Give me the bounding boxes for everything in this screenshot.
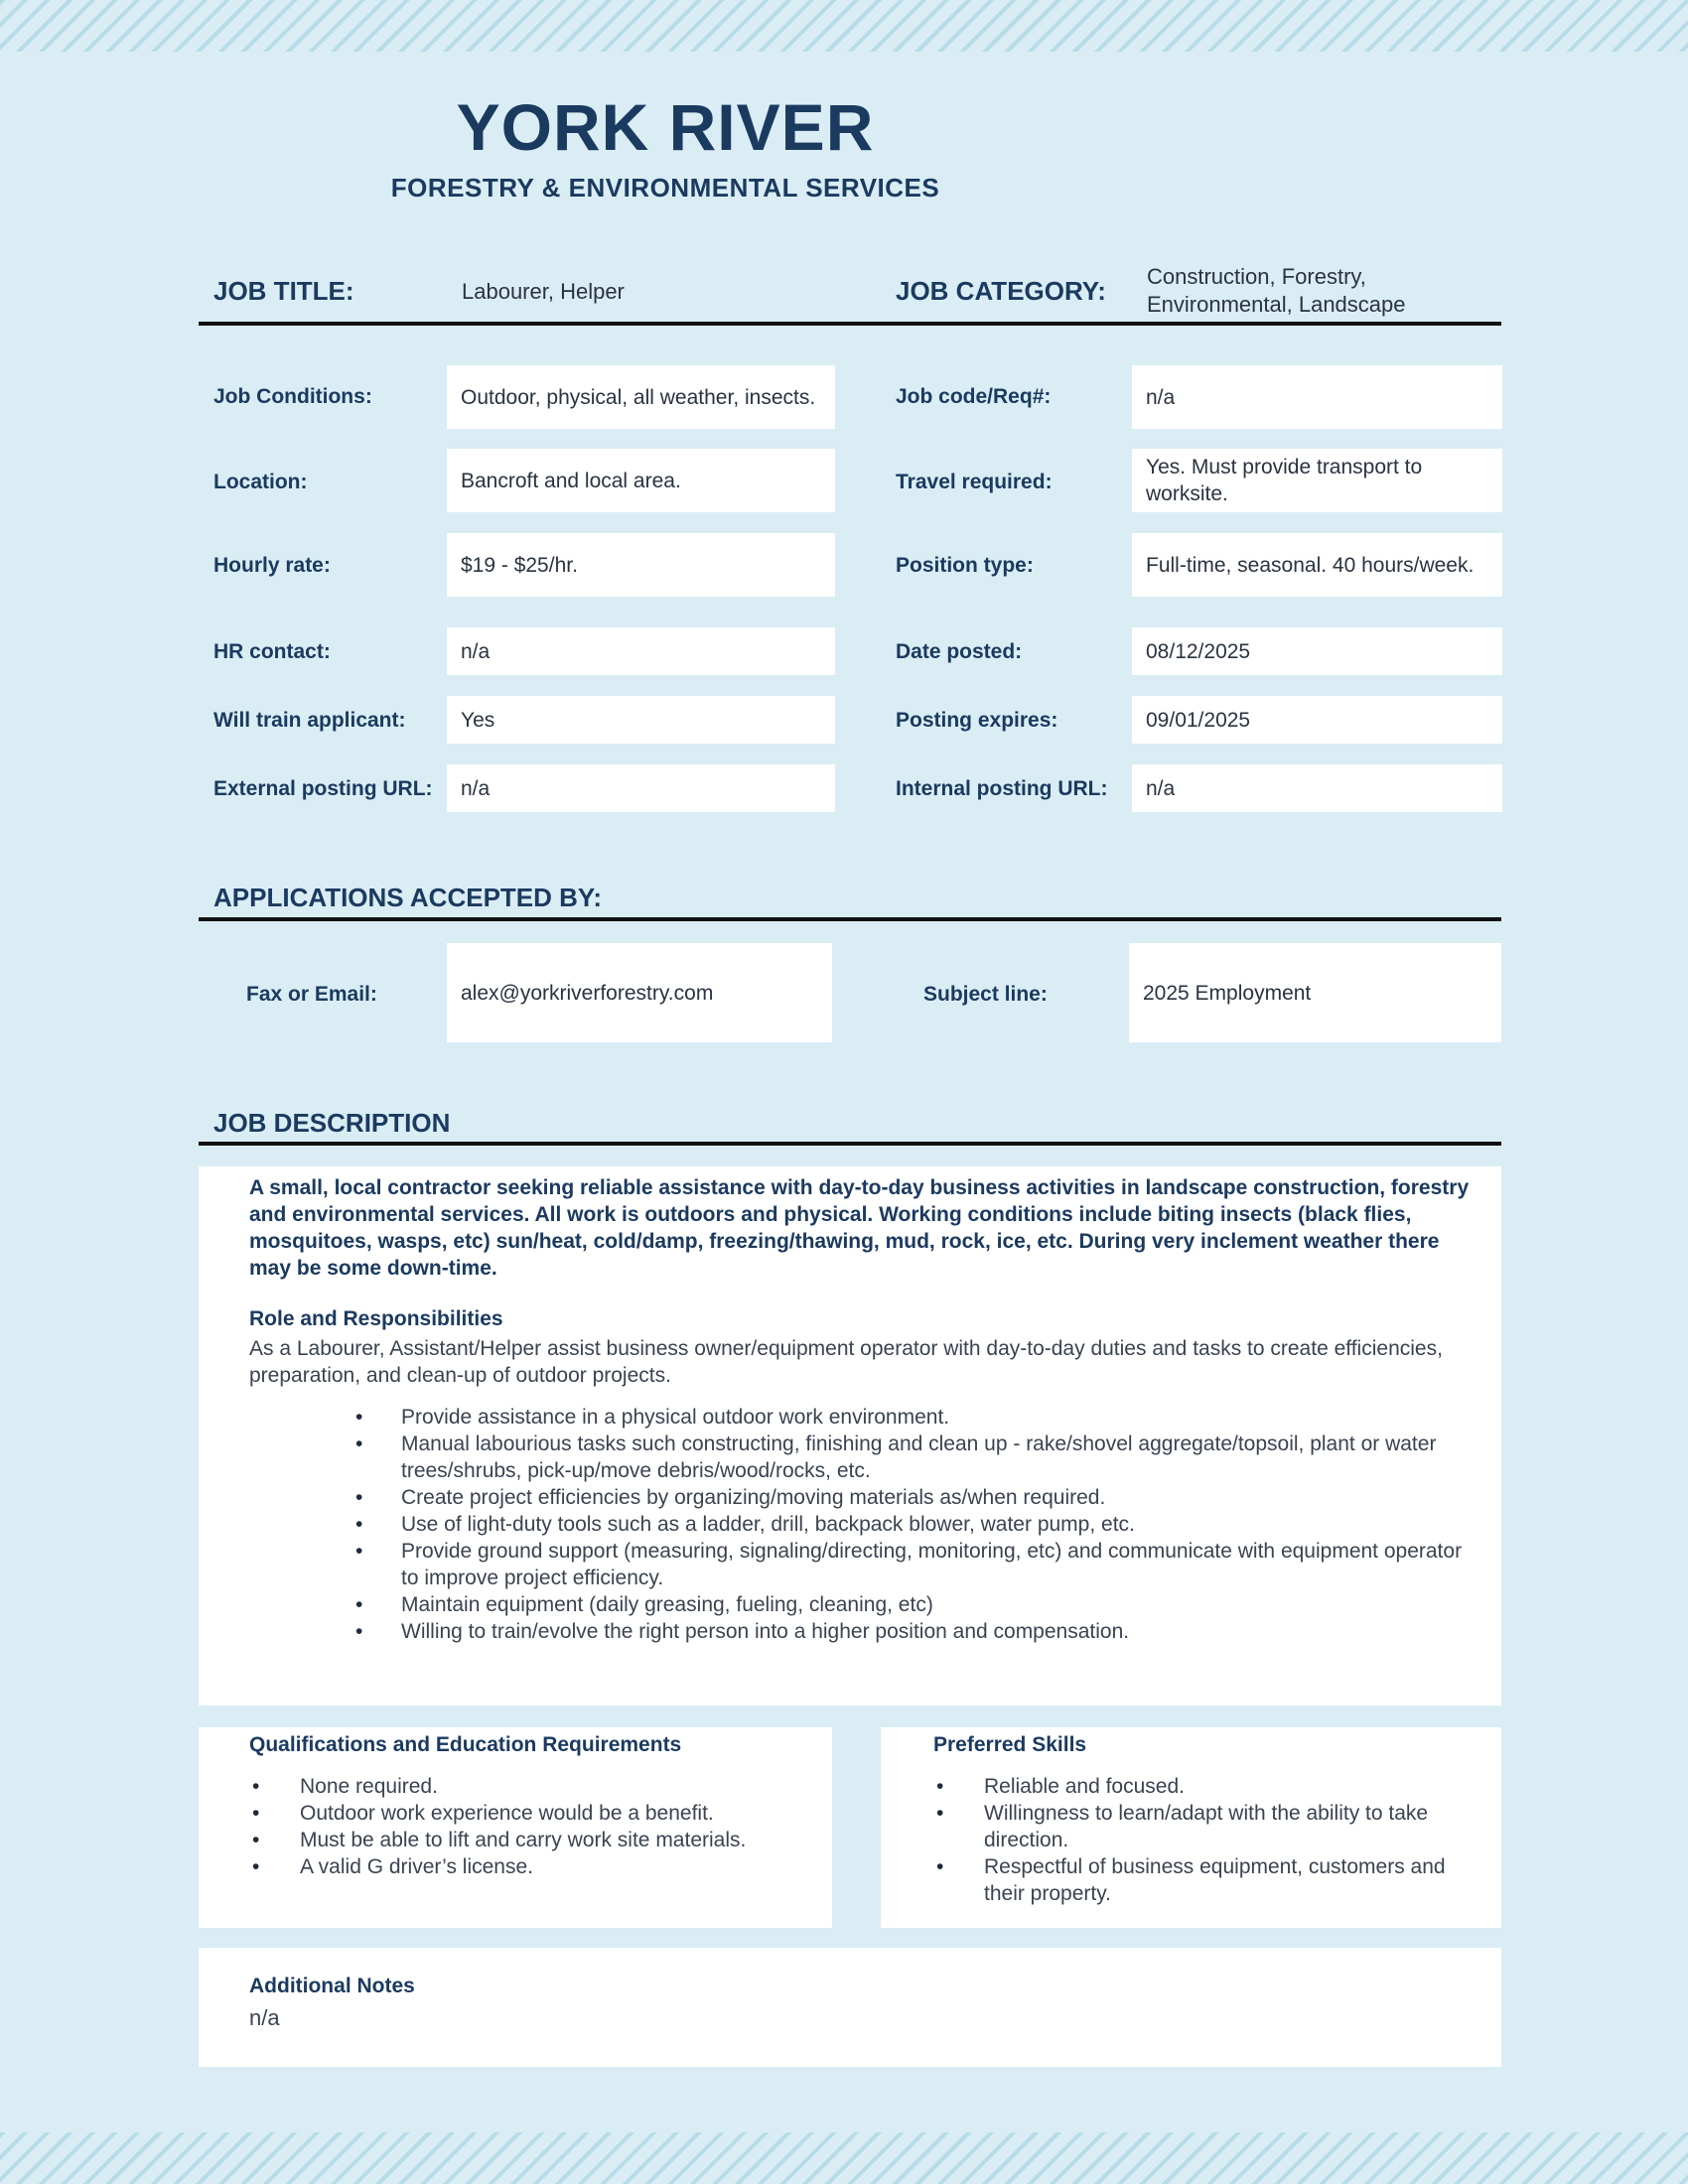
fax-email-label: Fax or Email: <box>246 983 377 1006</box>
job-code-field[interactable]: n/a <box>1132 365 1502 429</box>
list-item: • Willingness to learn/adapt with the ability to take direction. <box>984 1800 1481 1853</box>
list-item: • Willing to train/evolve the right person into a higher position and compensation. <box>401 1618 1472 1645</box>
internal-url-label: Internal posting URL: <box>896 777 1108 800</box>
fax-email-field[interactable]: alex@yorkriverforestry.com <box>447 943 832 1042</box>
top-stripe-decoration <box>0 0 1688 52</box>
job-description-heading: JOB DESCRIPTION <box>213 1108 451 1138</box>
job-title-label: JOB TITLE: <box>213 276 354 306</box>
description-divider <box>199 1142 1501 1146</box>
role-heading: Role and Responsibilities <box>249 1307 503 1330</box>
list-item: • Maintain equipment (daily greasing, fueling, cleaning, etc) <box>401 1591 1472 1618</box>
job-conditions-label: Job Conditions: <box>213 385 372 408</box>
job-conditions-field[interactable]: Outdoor, physical, all weather, insects. <box>447 365 835 429</box>
location-field[interactable]: Bancroft and local area. <box>447 449 835 512</box>
applications-heading: APPLICATIONS ACCEPTED BY: <box>213 883 602 912</box>
position-type-field[interactable]: Full-time, seasonal. 40 hours/week. <box>1132 533 1502 597</box>
will-train-label: Will train applicant: <box>213 709 406 732</box>
list-item: • Create project efficiencies by organizing/moving materials as/when required. <box>401 1484 1472 1511</box>
hr-contact-field[interactable]: n/a <box>447 627 835 675</box>
company-name: YORK RIVER <box>456 90 875 164</box>
posting-expires-field[interactable]: 09/01/2025 <box>1132 696 1502 744</box>
list-item: • Provide assistance in a physical outdoor work environment. <box>401 1404 1472 1431</box>
posting-expires-label: Posting expires: <box>896 709 1058 732</box>
additional-notes-panel <box>199 1948 1501 2067</box>
hourly-rate-label: Hourly rate: <box>213 554 331 577</box>
will-train-field[interactable]: Yes <box>447 696 835 744</box>
job-code-label: Job code/Req#: <box>896 385 1052 408</box>
list-item: • Must be able to lift and carry work site materials. <box>300 1827 812 1853</box>
role-text: As a Labourer, Assistant/Helper assist business owner/equipment operator with day-to-day duties and tasks to create efficiencies, preparation, and clean-up of outdoor projects. <box>249 1337 1443 1387</box>
hourly-rate-field[interactable]: $19 - $25/hr. <box>447 533 835 597</box>
list-item: • Manual labourious tasks such constructing, finishing and clean up - rake/shovel aggregate/topsoil, plant or water trees/shrubs, pick-up/move debris/wood/rocks, etc. <box>401 1431 1472 1484</box>
header-divider <box>199 322 1501 326</box>
job-category-label: JOB CATEGORY: <box>896 276 1106 306</box>
travel-required-field[interactable]: Yes. Must provide transport to worksite. <box>1132 449 1502 512</box>
bottom-stripe-decoration <box>0 2132 1688 2184</box>
subject-line-field[interactable]: 2025 Employment <box>1129 943 1501 1042</box>
internal-url-field[interactable]: n/a <box>1132 764 1502 812</box>
position-type-label: Position type: <box>896 554 1034 577</box>
list-item: • Respectful of business equipment, customers and their property. <box>984 1853 1481 1907</box>
applications-divider <box>199 917 1501 921</box>
list-item: • A valid G driver’s license. <box>300 1853 812 1880</box>
qualifications-panel <box>199 1727 832 1928</box>
additional-notes-value: n/a <box>249 2005 280 2030</box>
travel-required-label: Travel required: <box>896 471 1053 493</box>
external-url-field[interactable]: n/a <box>447 764 835 812</box>
qualifications-list <box>300 1773 812 1880</box>
duties-list <box>401 1404 1472 1645</box>
subject-line-label: Subject line: <box>923 983 1048 1006</box>
list-item: • Provide ground support (measuring, signaling/directing, monitoring, etc) and communicate with equipment operator to improve project efficiency. <box>401 1538 1472 1591</box>
external-url-label: External posting URL: <box>213 777 433 800</box>
additional-notes-heading: Additional Notes <box>249 1975 415 1997</box>
company-tagline: FORESTRY & ENVIRONMENTAL SERVICES <box>390 173 940 203</box>
preferred-skills-heading: Preferred Skills <box>933 1733 1087 1756</box>
list-item: • Outdoor work experience would be a benefit. <box>300 1800 812 1827</box>
job-description-panel <box>199 1166 1501 1706</box>
location-label: Location: <box>213 471 308 493</box>
brand-header <box>318 87 1013 204</box>
date-posted-label: Date posted: <box>896 640 1023 663</box>
list-item: • None required. <box>300 1773 812 1800</box>
list-item: • Use of light-duty tools such as a ladder, drill, backpack blower, water pump, etc. <box>401 1511 1472 1538</box>
job-title-value: Labourer, Helper <box>462 279 625 304</box>
qualifications-heading: Qualifications and Education Requirements <box>249 1733 682 1756</box>
hr-contact-label: HR contact: <box>213 640 331 663</box>
preferred-skills-list <box>984 1773 1481 1907</box>
preferred-skills-panel <box>881 1727 1501 1928</box>
list-item: • Reliable and focused. <box>984 1773 1481 1800</box>
description-intro: A small, local contractor seeking reliable assistance with day-to-day business activities in landscape construction, forestry and environmental services. All work is outdoors and physical. Working conditions include biting insects (black flies, mosquitoes, wasps, etc) sun/heat, cold/damp, freezing/thawing, mud, rock, ice, etc. During very inclement weather there may be some down-time. <box>249 1176 1470 1280</box>
job-category-value: Construction, Forestry, Environmental, Landscape <box>1147 264 1406 317</box>
date-posted-field[interactable]: 08/12/2025 <box>1132 627 1502 675</box>
